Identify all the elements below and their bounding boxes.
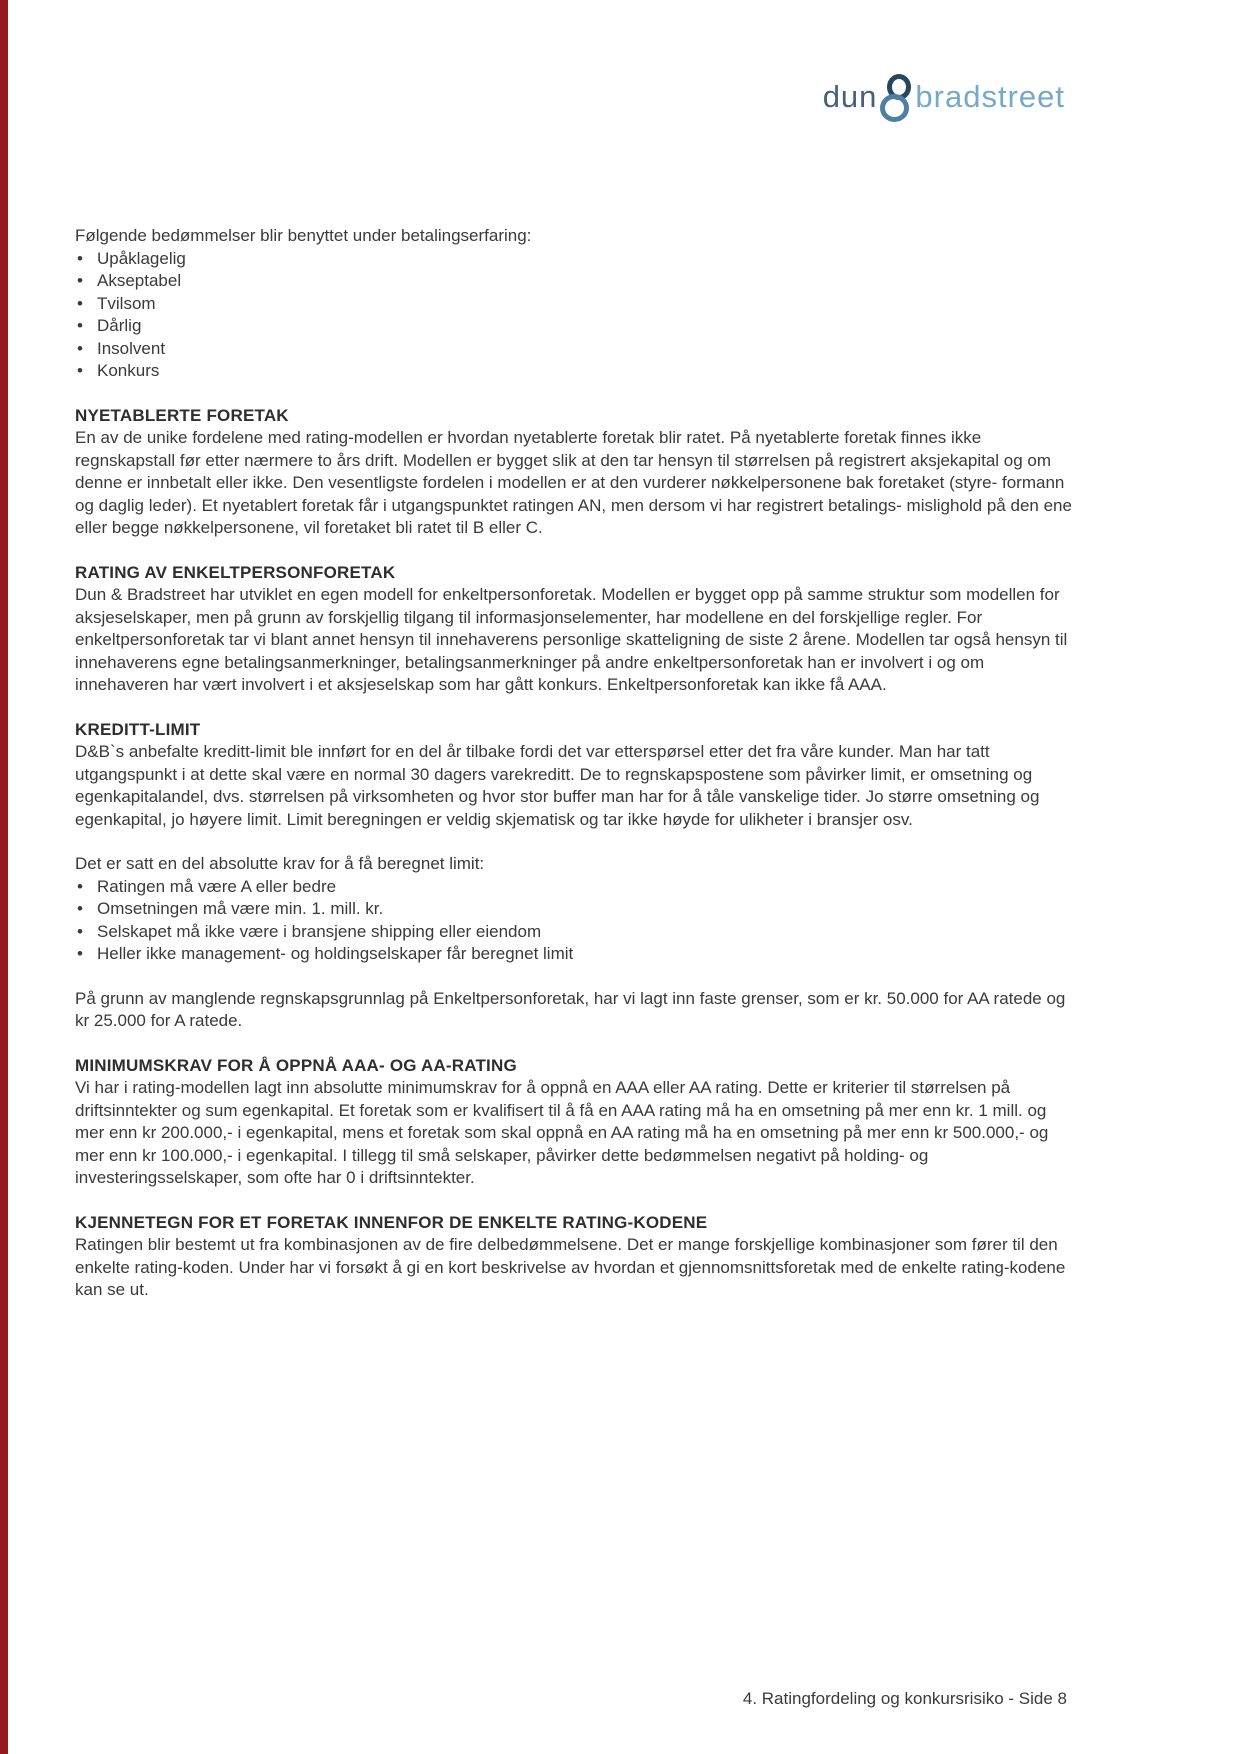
bullet-item: • Upåklagelig: [75, 248, 1075, 271]
paragraph: Følgende bedømmelser blir benyttet under betalingserfaring:: [75, 226, 532, 245]
section-heading: KREDITT-LIMIT: [75, 719, 201, 739]
logo-word-bradstreet: bradstreet: [915, 78, 1065, 114]
paragraph: På grunn av manglende regnskapsgrunnlag på Enkeltpersonforetak, har vi lagt inn faste grenser, som er kr. 50.000 for AA ratede og kr 25.000 for A ratede.: [75, 988, 1066, 1030]
content-blocks: [75, 0, 1075, 1302]
bullet-item: • Omsetningen må være min. 1. mill. kr.: [75, 898, 1075, 921]
bullet-item: • Insolvent: [75, 338, 1075, 361]
bullet-item: • Selskapet må ikke være i bransjene shipping eller eiendom: [75, 921, 1075, 944]
section-heading: NYETABLERTE FORETAK: [75, 405, 289, 425]
bullet-item: • Heller ikke management- og holdingselskaper får beregnet limit: [75, 943, 1075, 966]
left-edge-red-stripe: [0, 0, 8, 1754]
bullet-item: • Dårlig: [75, 315, 1075, 338]
paragraph: En av de unike fordelene med rating-modellen er hvordan nyetablerte foretak blir ratet. På nyetablerte foretak finnes ikke regnskapstall før etter nærmere to års drift. Modellen er bygget slik at den tar hensyn til størrelsen på registrert aksjekapital og om denne er innbetalt eller ikke. Den vesentligste fordelen i modellen er at den vurderer nøkkelpersonene bak foretaket (styre- formann og daglig leder). Et nyetablert foretak får i utgangspunktet ratingen AN, men dersom vi har registrert betalings- mislighold på den ene eller begge nøkkelpersonene, vil foretaket bli ratet til B eller C.: [75, 428, 1072, 537]
bullet-list: [75, 248, 1075, 383]
paragraph: Vi har i rating-modellen lagt inn absolutte minimumskrav for å oppnå en AAA eller AA rating. Dette er kriterier til størrelsen på driftsinntekter og sum egenkapital. Et foretak som er kvalifisert til å få en AAA rating må ha en omsetning på mer enn kr. 1 mill. og mer enn kr 200.000,- i egenkapital, mens et foretak som skal oppnå en AA rating må ha en omsetning på mer enn kr 500.000,- og mer enn kr 100.000,- i egenkapital. I tillegg til små selskaper, påvirker dette bedømmelsen negativt på holding- og investeringsselskaper, som ofte har 0 i driftsinntekter.: [75, 1078, 1049, 1187]
bullet-item: • Konkurs: [75, 360, 1075, 383]
section-heading: MINIMUMSKRAV FOR Å OPPNÅ AAA- OG AA-RATING: [75, 1055, 517, 1075]
bullet-list: [75, 876, 1075, 966]
section-heading: KJENNETEGN FOR ET FORETAK INNENFOR DE ENKELTE RATING-KODENE: [75, 1212, 708, 1232]
bullet-item: • Ratingen må være A eller bedre: [75, 876, 1075, 899]
section-heading: RATING AV ENKELTPERSONFORETAK: [75, 562, 396, 582]
logo-word-dun: dun: [822, 78, 878, 114]
page-footer: 4. Ratingfordeling og konkursrisiko - Side 8: [742, 1689, 1067, 1708]
paragraph: Det er satt en del absolutte krav for å få beregnet limit:: [75, 854, 485, 873]
bullet-item: • Tvilsom: [75, 293, 1075, 316]
paragraph: Dun & Bradstreet har utviklet en egen modell for enkeltpersonforetak. Modellen er bygget opp på samme struktur som modellen for aksjeselskaper, men på grunn av forskjellig tilgang til informasjonselementer, har modellene en del forskjellige regler. For enkeltpersonforetak tar vi blant annet hensyn til innehaverens personlige skatteligning de siste 2 årene. Modellen tar også hensyn til innehaverens egne betalingsanmerkninger, betalingsanmerkninger på andre enkeltpersonforetak han er involvert i og om innehaveren har vært involvert i et aksjeselskap som har gått konkurs. Enkeltpersonforetak kan ikke få AAA.: [75, 585, 1068, 694]
paragraph: Ratingen blir bestemt ut fra kombinasjonen av de fire delbedømmelsene. Det er mange forskjellige kombinasjoner som fører til den enkelte rating-koden. Under har vi forsøkt å gi en kort beskrivelse av hvordan et gjennomsnittsforetak med de enkelte rating-kodene kan se ut.: [75, 1235, 1066, 1299]
bullet-item: • Akseptabel: [75, 270, 1075, 293]
paragraph: D&B`s anbefalte kreditt-limit ble innført for en del år tilbake fordi det var etterspørsel etter det fra våre kunder. Man har tatt utgangspunkt i at dette skal være en normal 30 dagers varekreditt. De to regnskapspostene som påvirker limit, er omsetning og egenkapitalandel, dvs. størrelsen på virksomheten og hvor stor buffer man har for å tåle vanskelige tider. Jo større omsetning og egenkapital, jo høyere limit. Limit beregningen er veldig skjematisk og tar ikke høyde for ulikheter i bransjer osv.: [75, 742, 1040, 829]
